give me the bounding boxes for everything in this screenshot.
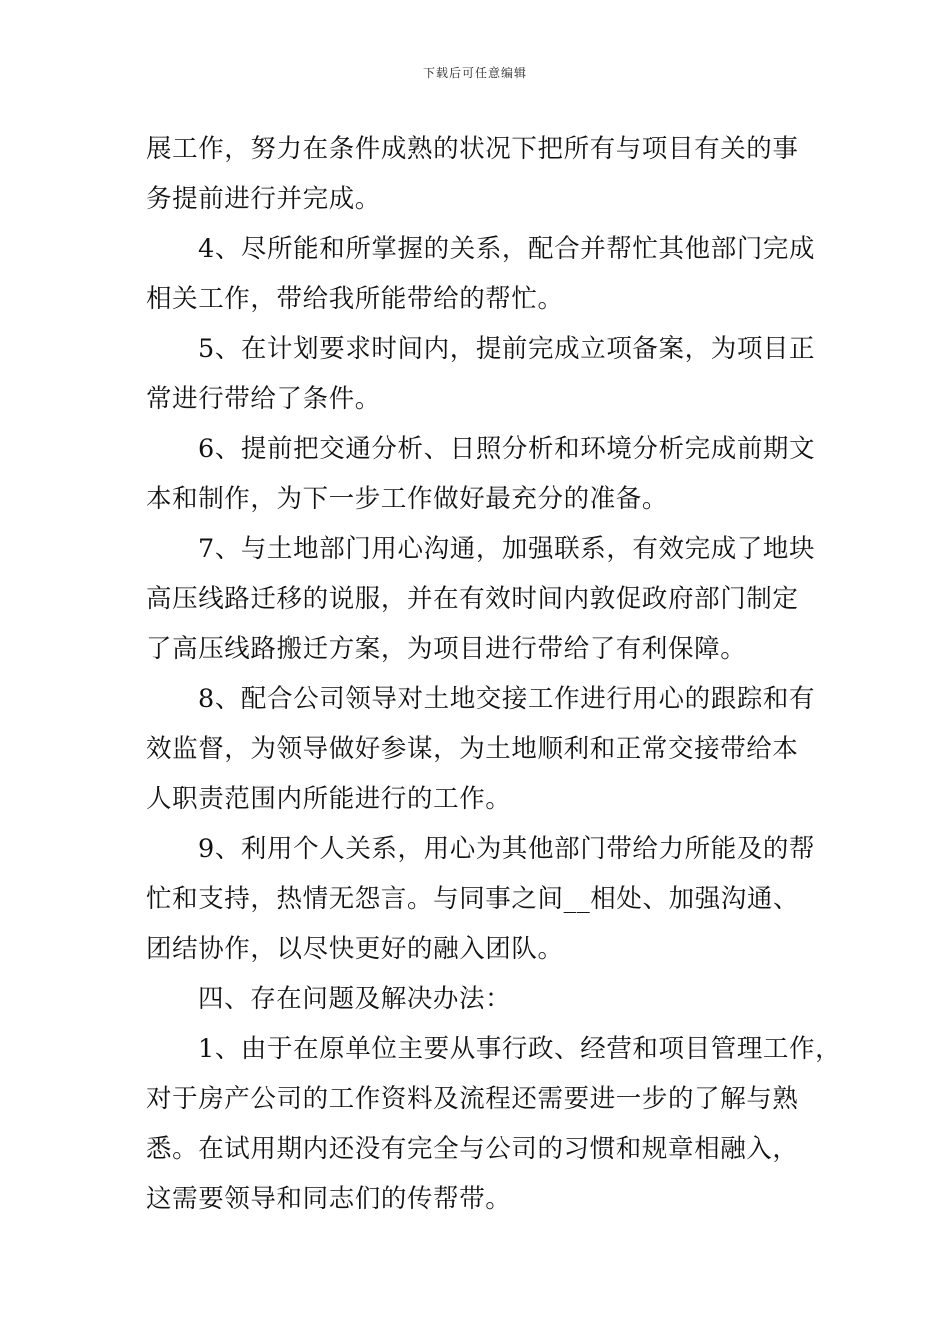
- text-line: 对于房产公司的工作资料及流程还需要进一步的了解与熟: [146, 1084, 799, 1114]
- text-line: 8、配合公司领导对土地交接工作进行用心的跟踪和有: [198, 684, 816, 714]
- text-line: 四、存在问题及解决办法：: [198, 984, 512, 1014]
- text-line: 常进行带给了条件。: [146, 384, 381, 414]
- text-line: 本和制作，为下一步工作做好最充分的准备。: [146, 484, 669, 514]
- text-line: 这需要领导和同志们的传帮带。: [146, 1184, 512, 1214]
- text-line: 相关工作，带给我所能带给的帮忙。: [146, 284, 564, 314]
- text-line: 5、在计划要求时间内，提前完成立项备案，为项目正: [198, 334, 816, 364]
- page-header: 下载后可任意编辑: [422, 66, 527, 80]
- text-line: 高压线路迁移的说服，并在有效时间内敦促政府部门制定: [146, 584, 799, 614]
- text-line: 悉。在试用期内还没有完全与公司的习惯和规章相融入，: [146, 1134, 799, 1164]
- text-line: 9、利用个人关系，用心为其他部门带给力所能及的帮: [198, 834, 816, 864]
- text-line: 务提前进行并完成。: [146, 184, 381, 214]
- text-line: 4、尽所能和所掌握的关系，配合并帮忙其他部门完成: [198, 234, 816, 264]
- text-line: 效监督，为领导做好参谋，为土地顺利和正常交接带给本: [146, 734, 799, 764]
- text-line: 6、提前把交通分析、日照分析和环境分析完成前期文: [198, 434, 816, 464]
- text-line: 展工作，努力在条件成熟的状况下把所有与项目有关的事: [146, 134, 799, 164]
- text-line: 人职责范围内所能进行的工作。: [146, 784, 512, 814]
- document-body: [146, 124, 842, 1224]
- text-line: 了高压线路搬迁方案，为项目进行带给了有利保障。: [146, 634, 747, 664]
- text-line: 忙和支持，热情无怨言。与同事之间__相处、加强沟通、: [146, 884, 800, 914]
- text-line: 7、与土地部门用心沟通，加强联系，有效完成了地块: [198, 534, 816, 564]
- text-line: 团结协作，以尽快更好的融入团队。: [146, 934, 564, 964]
- text-line: 1、由于在原单位主要从事行政、经营和项目管理工作，: [198, 1034, 842, 1064]
